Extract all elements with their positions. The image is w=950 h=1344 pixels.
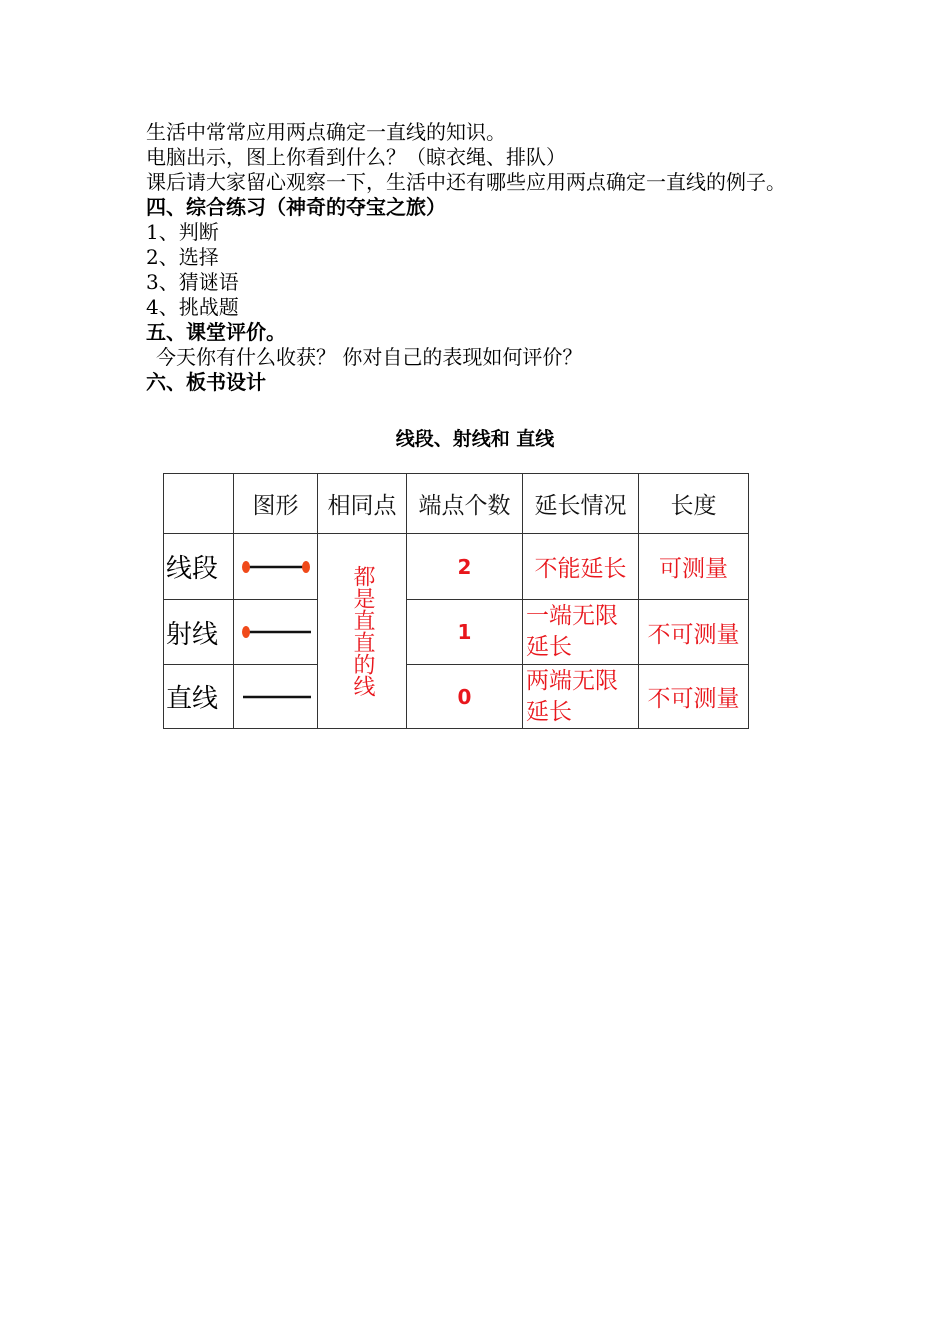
document-body [146, 120, 816, 395]
extension-cell: 一端无限延长 [523, 600, 639, 665]
table-header-cell: 图形 [234, 474, 318, 534]
table-header-cell: 相同点 [318, 474, 407, 534]
length-cell: 不可测量 [639, 665, 749, 729]
board-design-table [163, 473, 749, 729]
list-item: 3、猜谜语 [146, 270, 239, 294]
ray-figure [234, 600, 318, 665]
segment-icon [239, 560, 313, 574]
table-row [164, 534, 749, 600]
list-item: 1、判断 [146, 220, 219, 244]
table-header-cell: 延长情况 [523, 474, 639, 534]
row-label: 线段 [164, 534, 234, 600]
common-cell [318, 534, 407, 729]
section-heading: 四、综合练习（神奇的夺宝之旅） [146, 195, 446, 219]
section-heading: 六、板书设计 [146, 370, 266, 394]
table-row [164, 665, 749, 729]
line-icon [239, 690, 313, 704]
board-title: 线段、射线和 直线 [395, 428, 555, 450]
extension-cell: 两端无限延长 [523, 665, 639, 729]
row-label: 射线 [164, 600, 234, 665]
table-header-cell: 长度 [639, 474, 749, 534]
extension-cell: 不能延长 [523, 534, 639, 600]
common-text: 都是直直的线 [350, 565, 375, 697]
segment-figure [234, 534, 318, 600]
table-header-cell [164, 474, 234, 534]
line-figure [234, 665, 318, 729]
endpoint-count: 0 [407, 665, 523, 729]
length-cell: 可测量 [639, 534, 749, 600]
section-heading: 五、课堂评价。 [146, 320, 286, 344]
list-item: 2、选择 [146, 245, 219, 269]
paragraph: 电脑出示，图上你看到什么？（晾衣绳、排队） [146, 145, 566, 169]
endpoint-count: 2 [407, 534, 523, 600]
ray-icon [239, 625, 313, 639]
table-row [164, 600, 749, 665]
row-label: 直线 [164, 665, 234, 729]
table-header-row [164, 474, 749, 534]
endpoint-count: 1 [407, 600, 523, 665]
list-item: 4、挑战题 [146, 295, 239, 319]
table-header-cell: 端点个数 [407, 474, 523, 534]
paragraph: 课后请大家留心观察一下，生活中还有哪些应用两点确定一直线的例子。 [146, 170, 786, 194]
paragraph: 今天你有什么收获？ 你对自己的表现如何评价？ [156, 345, 583, 369]
length-cell: 不可测量 [639, 600, 749, 665]
paragraph: 生活中常常应用两点确定一直线的知识。 [146, 120, 506, 144]
